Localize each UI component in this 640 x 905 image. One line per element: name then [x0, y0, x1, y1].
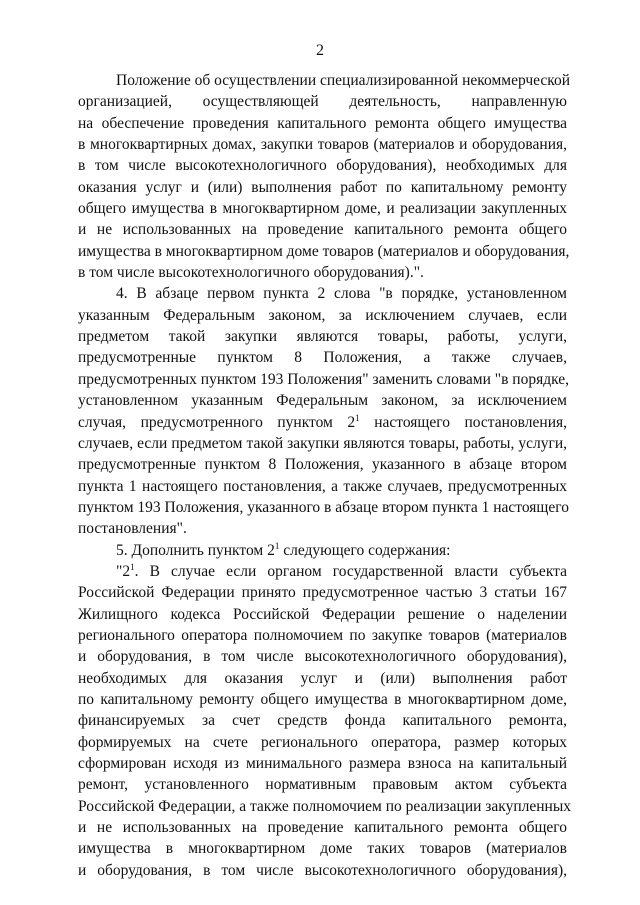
text-line-main: общего имущества в многоквартирном доме, и реализации закупленных	[78, 200, 567, 218]
text-line-main: формируемых на счете регионального оператора, размер которых	[78, 733, 567, 751]
text-line-main: пункта 1 настоящего постановления, а также случаев, предусмотренных	[78, 477, 567, 495]
text-line	[78, 70, 571, 91]
text-line-main: по капитальному ремонту общего имущества в многоквартирном доме,	[78, 690, 567, 708]
text-line	[78, 518, 567, 539]
text-line	[78, 860, 567, 881]
text-line	[78, 838, 567, 859]
superscript-index: 1	[130, 561, 135, 572]
text-line-main: в многоквартирных домах, закупки товаров (материалов и оборудования,	[78, 136, 567, 154]
text-line	[78, 390, 567, 411]
text-line	[78, 412, 567, 433]
text-line-continuation: следующего содержания:	[279, 541, 451, 559]
text-line	[78, 540, 567, 561]
text-line	[78, 732, 567, 753]
text-line-main: 5. Дополнить пунктом 2	[116, 541, 275, 559]
superscript-index: 1	[274, 540, 280, 551]
text-line	[78, 113, 567, 134]
text-line-main: финансируемых за счет средств фонда капитального ремонта,	[78, 712, 567, 730]
text-line-main: предусмотренные пунктом 8 Положения, а также случаев,	[78, 349, 567, 367]
text-line	[78, 155, 567, 176]
text-line	[78, 646, 567, 667]
text-line	[78, 774, 567, 795]
text-line	[78, 604, 567, 625]
text-line	[78, 262, 567, 283]
text-line-main: предусмотренных пунктом 193 Положения" заменить словами "в порядке,	[78, 370, 570, 388]
text-line	[78, 347, 567, 368]
text-line-main: регионального оператора полномочием по закупке товаров (материалов	[78, 626, 567, 644]
text-line-main: ремонт, установленного нормативным правовым актом субъекта	[78, 776, 567, 794]
text-line	[78, 497, 567, 518]
text-line-main: случаев, если предметом такой закупки являются товары, работы, услуги,	[78, 434, 567, 452]
text-line-main: на обеспечение проведения капитального ремонта общего имущества	[78, 114, 567, 132]
text-line	[78, 476, 567, 497]
text-line-main: имущества в многоквартирном доме товаров (материалов и оборудования,	[78, 242, 570, 260]
text-line	[78, 796, 572, 817]
page-number: 2	[316, 42, 324, 59]
text-line	[78, 219, 567, 240]
text-line	[78, 625, 567, 646]
text-line-main: пунктом 193 Положения, указанного в абзаце втором пункта 1 настоящего	[78, 498, 569, 516]
text-line-main: и не использованных на проведение капитального ремонта общего	[78, 819, 567, 837]
text-line-main: постановления".	[78, 520, 187, 538]
text-line-main: предметом такой закупки являются товары, работы, услуги,	[78, 328, 567, 346]
text-line	[78, 134, 567, 155]
text-line-main: сформирован исходя из минимального размера взноса на капитальный	[78, 755, 567, 772]
text-line	[78, 91, 567, 112]
text-line-main: и оборудования, в том числе высокотехнологичного оборудования),	[78, 861, 567, 879]
text-line	[78, 689, 567, 710]
text-line-main: и не использованных на проведение капитального ремонта общего	[78, 221, 567, 239]
text-line-main: Российской Федерации, а также полномочием по реализации закупленных	[78, 797, 572, 815]
text-line	[78, 817, 567, 838]
text-line-main: Положение об осуществлении специализированной некоммерческой	[116, 72, 571, 89]
text-line-main: в том числе высокотехнологичного оборудования), необходимых для	[78, 157, 567, 175]
text-line-continuation: . В случае если органом государственной власти субъекта	[134, 562, 567, 580]
text-line-main: и оборудования, в том числе высокотехнологичного оборудования),	[78, 648, 567, 666]
document-body	[78, 70, 572, 881]
text-line	[78, 582, 567, 603]
text-line-main: Жилищного кодекса Российской Федерации решение о наделении	[78, 605, 567, 623]
text-line	[78, 668, 567, 689]
text-line-main: установленном указанным Федеральным законом, за исключением	[78, 392, 567, 410]
text-line	[78, 454, 567, 475]
text-line	[78, 283, 567, 304]
text-line	[78, 433, 567, 454]
text-line	[78, 753, 567, 774]
text-line-main: необходимых для оказания услуг и (или) выполнения работ	[78, 669, 567, 687]
text-line-main: 4. В абзаце первом пункта 2 слова "в порядке, установленном	[116, 285, 567, 303]
text-line	[78, 241, 570, 262]
superscript-index: 1	[355, 412, 360, 423]
text-line-main: указанным Федеральным законом, за исключением случаев, если	[78, 306, 567, 324]
text-line-continuation: настоящего постановления,	[359, 413, 567, 431]
text-line	[78, 305, 567, 326]
text-line	[78, 326, 567, 347]
text-line-main: "2	[116, 562, 131, 580]
text-line-main: оказания услуг и (или) выполнения работ по капитальному ремонту	[78, 178, 567, 196]
text-line-main: организацией, осуществляющей деятельность, направленную	[78, 93, 567, 111]
text-line-main: имущества в многоквартирном доме таких товаров (материалов	[78, 840, 567, 858]
text-line-main: в том числе высокотехнологичного оборудования).".	[78, 264, 424, 282]
text-line	[78, 710, 567, 731]
text-line-main: Российской Федерации принято предусмотренное частью 3 статьи 167	[78, 584, 567, 602]
text-line	[78, 198, 567, 219]
text-line-main: предусмотренные пунктом 8 Положения, указанного в абзаце втором	[78, 456, 567, 474]
text-line	[78, 369, 570, 390]
text-line-main: случая, предусмотренного пунктом 2	[78, 413, 356, 431]
text-line	[78, 561, 567, 582]
text-line	[78, 177, 567, 198]
